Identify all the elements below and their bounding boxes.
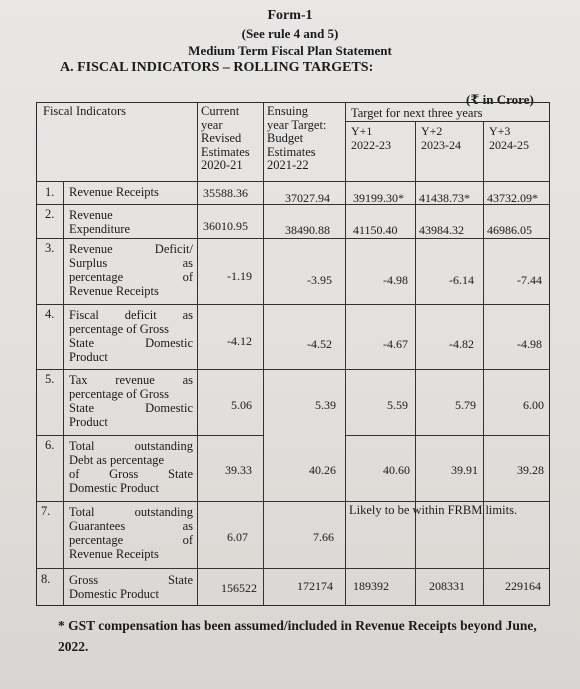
header-y1: Y+1 2022-23 [351, 124, 391, 152]
header-current-year: Current year Revised Estimates 2020-21 [201, 104, 250, 172]
rule-reference: (See rule 4 and 5) [241, 26, 339, 41]
fiscal-indicators-table: Fiscal Indicators Current year Revised Estimates 2020-21 Ensuing year Target: Budget Estimates 2021-22 Target for next three years Y+1 2022-23 Y+2 2023-24 Y+3 2024-25 1. Revenue Receipts 35588.36 37027.94 39199.30* 41438.73* 43732.09* 2. Revenue Expenditure 36010.95 38490.88 41150.40 43984.32 46986.05 3. Revenue Deficit/ Surplus as percentage of Revenue Receipts -1.19 -3.95 -4.98 -6.14 -7.44 4. Fiscal deficit as percentage of Gross State Domestic Product -4.12 -4.52 -4.67 -4.82 -4.98 5. Tax revenue as percentage of Gross State Domestic Product 5.06 5.39 5.59 5.79 6.00 6. Total outstanding Debt as percentage of Gross State Domestic Product 39.33 40.26 40.60 39.91 39.28 7. Total outstanding Guarantees as percentage of Revenue Receipts 6.07 7.66 Likely to be within FRBM limits. 8. Gross State Domestic Product 156522 172174 189392 208331 229164 [36, 102, 550, 606]
header-y2: Y+2 2023-24 [421, 124, 461, 152]
section-title: A. FISCAL INDICATORS – ROLLING TARGETS: [60, 60, 374, 75]
form-title: Form-1 [267, 8, 313, 23]
statement-title: Medium Term Fiscal Plan Statement [188, 43, 392, 58]
header-fiscal-indicators: Fiscal Indicators [43, 104, 126, 118]
footnote: * GST compensation has been assumed/included in Revenue Receipts beyond June, 2022. [58, 618, 537, 654]
header-target-group: Target for next three years [351, 106, 483, 120]
header-y3: Y+3 2024-25 [489, 124, 529, 152]
header-ensuing-year: Ensuing year Target: Budget Estimates 2021-22 [267, 104, 327, 172]
frbm-note: Likely to be within FRBM limits. [349, 503, 518, 517]
unit-note: (₹ in Crore) [466, 92, 534, 107]
